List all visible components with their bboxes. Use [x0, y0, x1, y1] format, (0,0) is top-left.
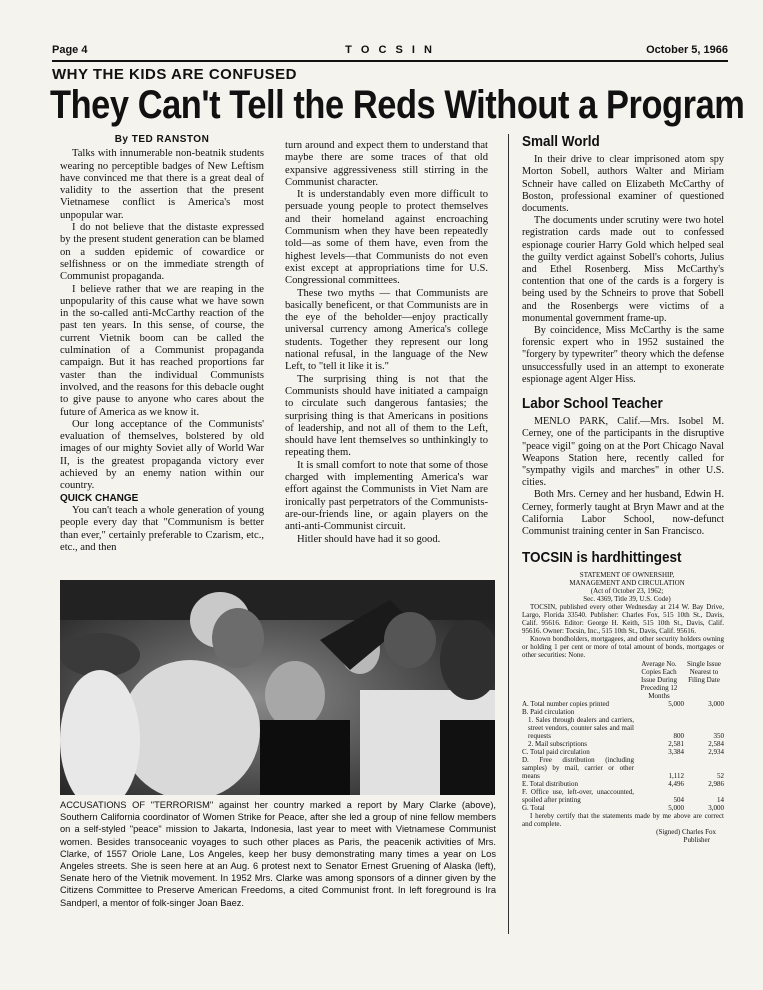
cell: 3,000: [708, 803, 724, 812]
statement-paragraph: TOCSIN, published every other Wednesday at 214 W. Bay Drive, Largo, Florida 33540. Publisher: Charles Fox, 515 10th St., Davis, Calif. 95616. Editor: George H. Keith, 515 10th St., Davis, Calif. 95616. Owner: Tocsin, Inc., 515 10th St., Davis, Calif. 95616.: [522, 602, 724, 636]
paragraph: Our long acceptance of the Communists' evaluation of themselves, bolstered by old images of our mighty Soviet ally of World War II, is the greatest propaganda victory ever achieved by an enemy nation within our country.: [60, 418, 264, 492]
paragraph: It is understandably even more difficult to persuade young people to protect themselves and their homeland against encroaching Communism when they have been repeatedly told—as some of them have, even from the highest levels—that Communists do not even exist except at appropriations time for U.S. Congressional committees.: [285, 189, 488, 287]
paragraph: By coincidence, Miss McCarthy is the same forensic expert who in 1952 sustained the "forgery by typewriter" theory which the defense unsuccessfully used in an attempt to exonerate espionage agent Alger Hiss.: [522, 325, 724, 385]
cell: 504: [673, 795, 684, 804]
labor-school-heading: Labor School Teacher: [522, 395, 663, 413]
row-label: 2. Mail subscriptions: [528, 739, 587, 748]
paragraph: These two myths — that Communists are basically beneficent, or that Communists are in the eye of the beholder—enjoy practically universal currency among America's college students. Together they represent our long national refusal, in the language of the New Left, to "tell it like it is.": [285, 287, 488, 373]
row-label: F. Office use, left-over, unaccounted, spoiled after printing: [522, 787, 634, 804]
paragraph: It is small comfort to note that some of those charged with implementing America's war effort against the Communists in Viet Nam are ironically past perpetrators of the Communists-are-our-friends line, or again players on the anti-anti-Communist circuit.: [285, 459, 488, 533]
cell: 52: [717, 771, 724, 780]
cell: 2,581: [668, 739, 684, 748]
paragraph: Hitler should have had it so good.: [297, 533, 441, 545]
issue-date: October 5, 1966: [646, 44, 728, 56]
row-label: D. Free distribution (including samples) by mail, carrier or other means: [522, 755, 634, 780]
header-rule: [52, 60, 728, 62]
page-header: [52, 44, 728, 60]
byline: By TED RANSTON: [114, 134, 210, 145]
article-column-1: [60, 134, 264, 554]
cell: 5,000: [668, 803, 684, 812]
row-label: A. Total number copies printed: [522, 699, 610, 708]
cell: 3,384: [668, 747, 684, 756]
paragraph: Talks with innumerable non-beatnik students wearing no perceptible badges of New Leftism have convinced me that there is a great deal of validity to the assertion that the present Vietnamese conflict is America's most unpopular war.: [60, 148, 264, 221]
paragraph: Both Mrs. Cerney and her husband, Edwin H. Cerney, formerly taught at Bryn Mawr and at the California Labor School, now-defunct Communist training center in San Francisco.: [522, 489, 724, 538]
photo-illustration: [60, 580, 495, 795]
cell: 350: [713, 731, 724, 740]
subhead-quick-change: QUICK CHANGE: [60, 492, 139, 504]
table-row: [522, 780, 724, 788]
protest-photo: [60, 580, 495, 795]
column-divider: [508, 134, 509, 934]
cell: [634, 708, 684, 716]
table-row: [522, 788, 724, 804]
row-label: B. Paid circulation: [522, 707, 575, 716]
headline: They Can't Tell the Reds Without a Program: [50, 83, 745, 127]
table-row: [522, 708, 724, 716]
table-row: [522, 756, 724, 780]
certification: I hereby certify that the statements made by me above are correct and complete.: [522, 811, 724, 828]
paragraph: The surprising thing is not that the Communists should have initiated a campaign to circulate such dangerous fantasies; the surprising thing is that Americans in positions of leadership, and not all of them to the Left, should have lent themselves so unthinkingly to repeating them.: [285, 373, 488, 459]
column-header: Single Issue Nearest to Filing Date: [686, 659, 722, 684]
cell: 2,986: [708, 779, 724, 788]
signature: (Signed) Charles Fox: [656, 827, 716, 836]
table-row: [522, 748, 724, 756]
table-row: [522, 716, 724, 740]
publication-title: T O C S I N: [345, 44, 435, 56]
cell: [684, 708, 724, 716]
cell: 2,934: [708, 747, 724, 756]
table-row: [522, 740, 724, 748]
table-row: [522, 700, 724, 708]
paragraph: I believe rather that we are reaping in the unpopularity of this cause what we have sown in the so-called anti-McCarthy reaction of the past ten years. In this sense, of course, the current Vietnik boom can be called the culmination of a Communist propaganda campaign. But it has reached proportions far vaster than the individual Communists involved, and the reasons for this debacle ought to give pause to anyone who cares about the future of America as we know it.: [60, 283, 264, 418]
paragraph: The documents under scrutiny were two hotel registration cards made out to confessed espionage courier Harry Gold which helped seal the guilty verdict against Sobell's cohorts, Julius and Ethel Rosenberg. Miss McCarthy's contention that one of the cards is a forgery is being used by the Schneirs to prove that Sobell and the Rosenbergs were victims of a monumental government frame-up.: [522, 215, 724, 324]
row-label: C. Total paid circulation: [522, 747, 590, 756]
cell: 3,000: [708, 699, 724, 708]
cell: 1,112: [668, 771, 684, 780]
row-label: 1. Sales through dealers and carriers, street vendors, counter sales and mail requests: [528, 715, 634, 740]
tocsin-heading: TOCSIN is hardhittingest: [522, 549, 682, 567]
article-column-2: [285, 140, 488, 546]
paragraph: I do not believe that the distaste expressed by the present student generation can be blamed on a sudden epidemic of cowardice or selfishness or on the immediate strength of Communist propaganda.: [60, 222, 264, 283]
page-number: Page 4: [52, 44, 88, 56]
ownership-statement: [522, 571, 724, 844]
photo-caption: ACCUSATIONS OF "TERRORISM" against her country marked a report by Mary Clarke (above), Southern California coordinator of Women Strike for Peace, after she led a group of nine fellow members on a self-styled "peace" mission to Jakarta, Indonesia, last year to meet with Vietnamese Communist women. Besides transoceanic voyages to such other places as Paris, the peacenik activities of Mrs. Clarke, of 1557 Oriole Lane, Los Angeles, keep her busy demonstrating many times a year on Los Angeles streets. She is seen here at an Aug. 6 protest next to Senator Ernest Gruening of Alaska (left), Senate hero of the Vietnik movement. In 1952 Mrs. Clarke was among sponsors of a dinner given by the Citizens Committee to Preserve American Freedoms, a cited Communist front. In left foreground is Ira Sandperl, a mentor of folk-singer Joan Baez.: [60, 800, 496, 908]
small-world-heading: Small World: [522, 133, 600, 150]
statement-title: MANAGEMENT AND CIRCULATION: [569, 578, 685, 587]
cell: 4,496: [668, 779, 684, 788]
kicker: WHY THE KIDS ARE CONFUSED: [52, 66, 298, 83]
cell: 5,000: [668, 699, 684, 708]
table-row: [522, 804, 724, 812]
row-label: G. Total: [522, 803, 545, 812]
cell: 14: [717, 795, 724, 804]
circulation-table: [522, 660, 724, 812]
cell: 2,584: [708, 739, 724, 748]
statement-paragraph: Known bondholders, mortgagees, and other security holders owning or holding 1 per cent or more of total amount of bonds, mortgages or other securities: None.: [522, 635, 724, 660]
paragraph: You can't teach a whole generation of young people every day that "Communism is better than ever," certainly preferable to Czarism, etc., etc., and then: [60, 504, 264, 553]
side-column: [522, 133, 724, 844]
statement-title: Sec. 4369, Title 39, U.S. Code): [583, 594, 671, 603]
cell: 800: [673, 731, 684, 740]
paragraph: In their drive to clear imprisoned atom spy Morton Sobell, authors Walter and Miriam Schneir have called on Elizabeth McCarthy of Boston, professional examiner of questioned documents.: [522, 154, 724, 215]
statement-title: STATEMENT OF OWNERSHIP,: [579, 570, 675, 579]
row-label: E. Total distribution: [522, 779, 578, 788]
paragraph: MENLO PARK, Calif.—Mrs. Isobel M. Cerney, one of the participants in the disruptive "peace vigil" going on at the Port Chicago Naval Weapons Station here, recently called for "sympathy vigils and marches" in other U.S. cities.: [522, 416, 724, 489]
signature-title: Publisher: [683, 835, 710, 844]
statement-title: (Act of October 23, 1962;: [590, 586, 664, 595]
column-header: Average No. Copies Each Issue During Preceding 12 Months: [640, 659, 678, 700]
paragraph: turn around and expect them to understand that maybe there are some traces of that old expansive aggressiveness still stirring in the Communist character.: [285, 140, 488, 188]
